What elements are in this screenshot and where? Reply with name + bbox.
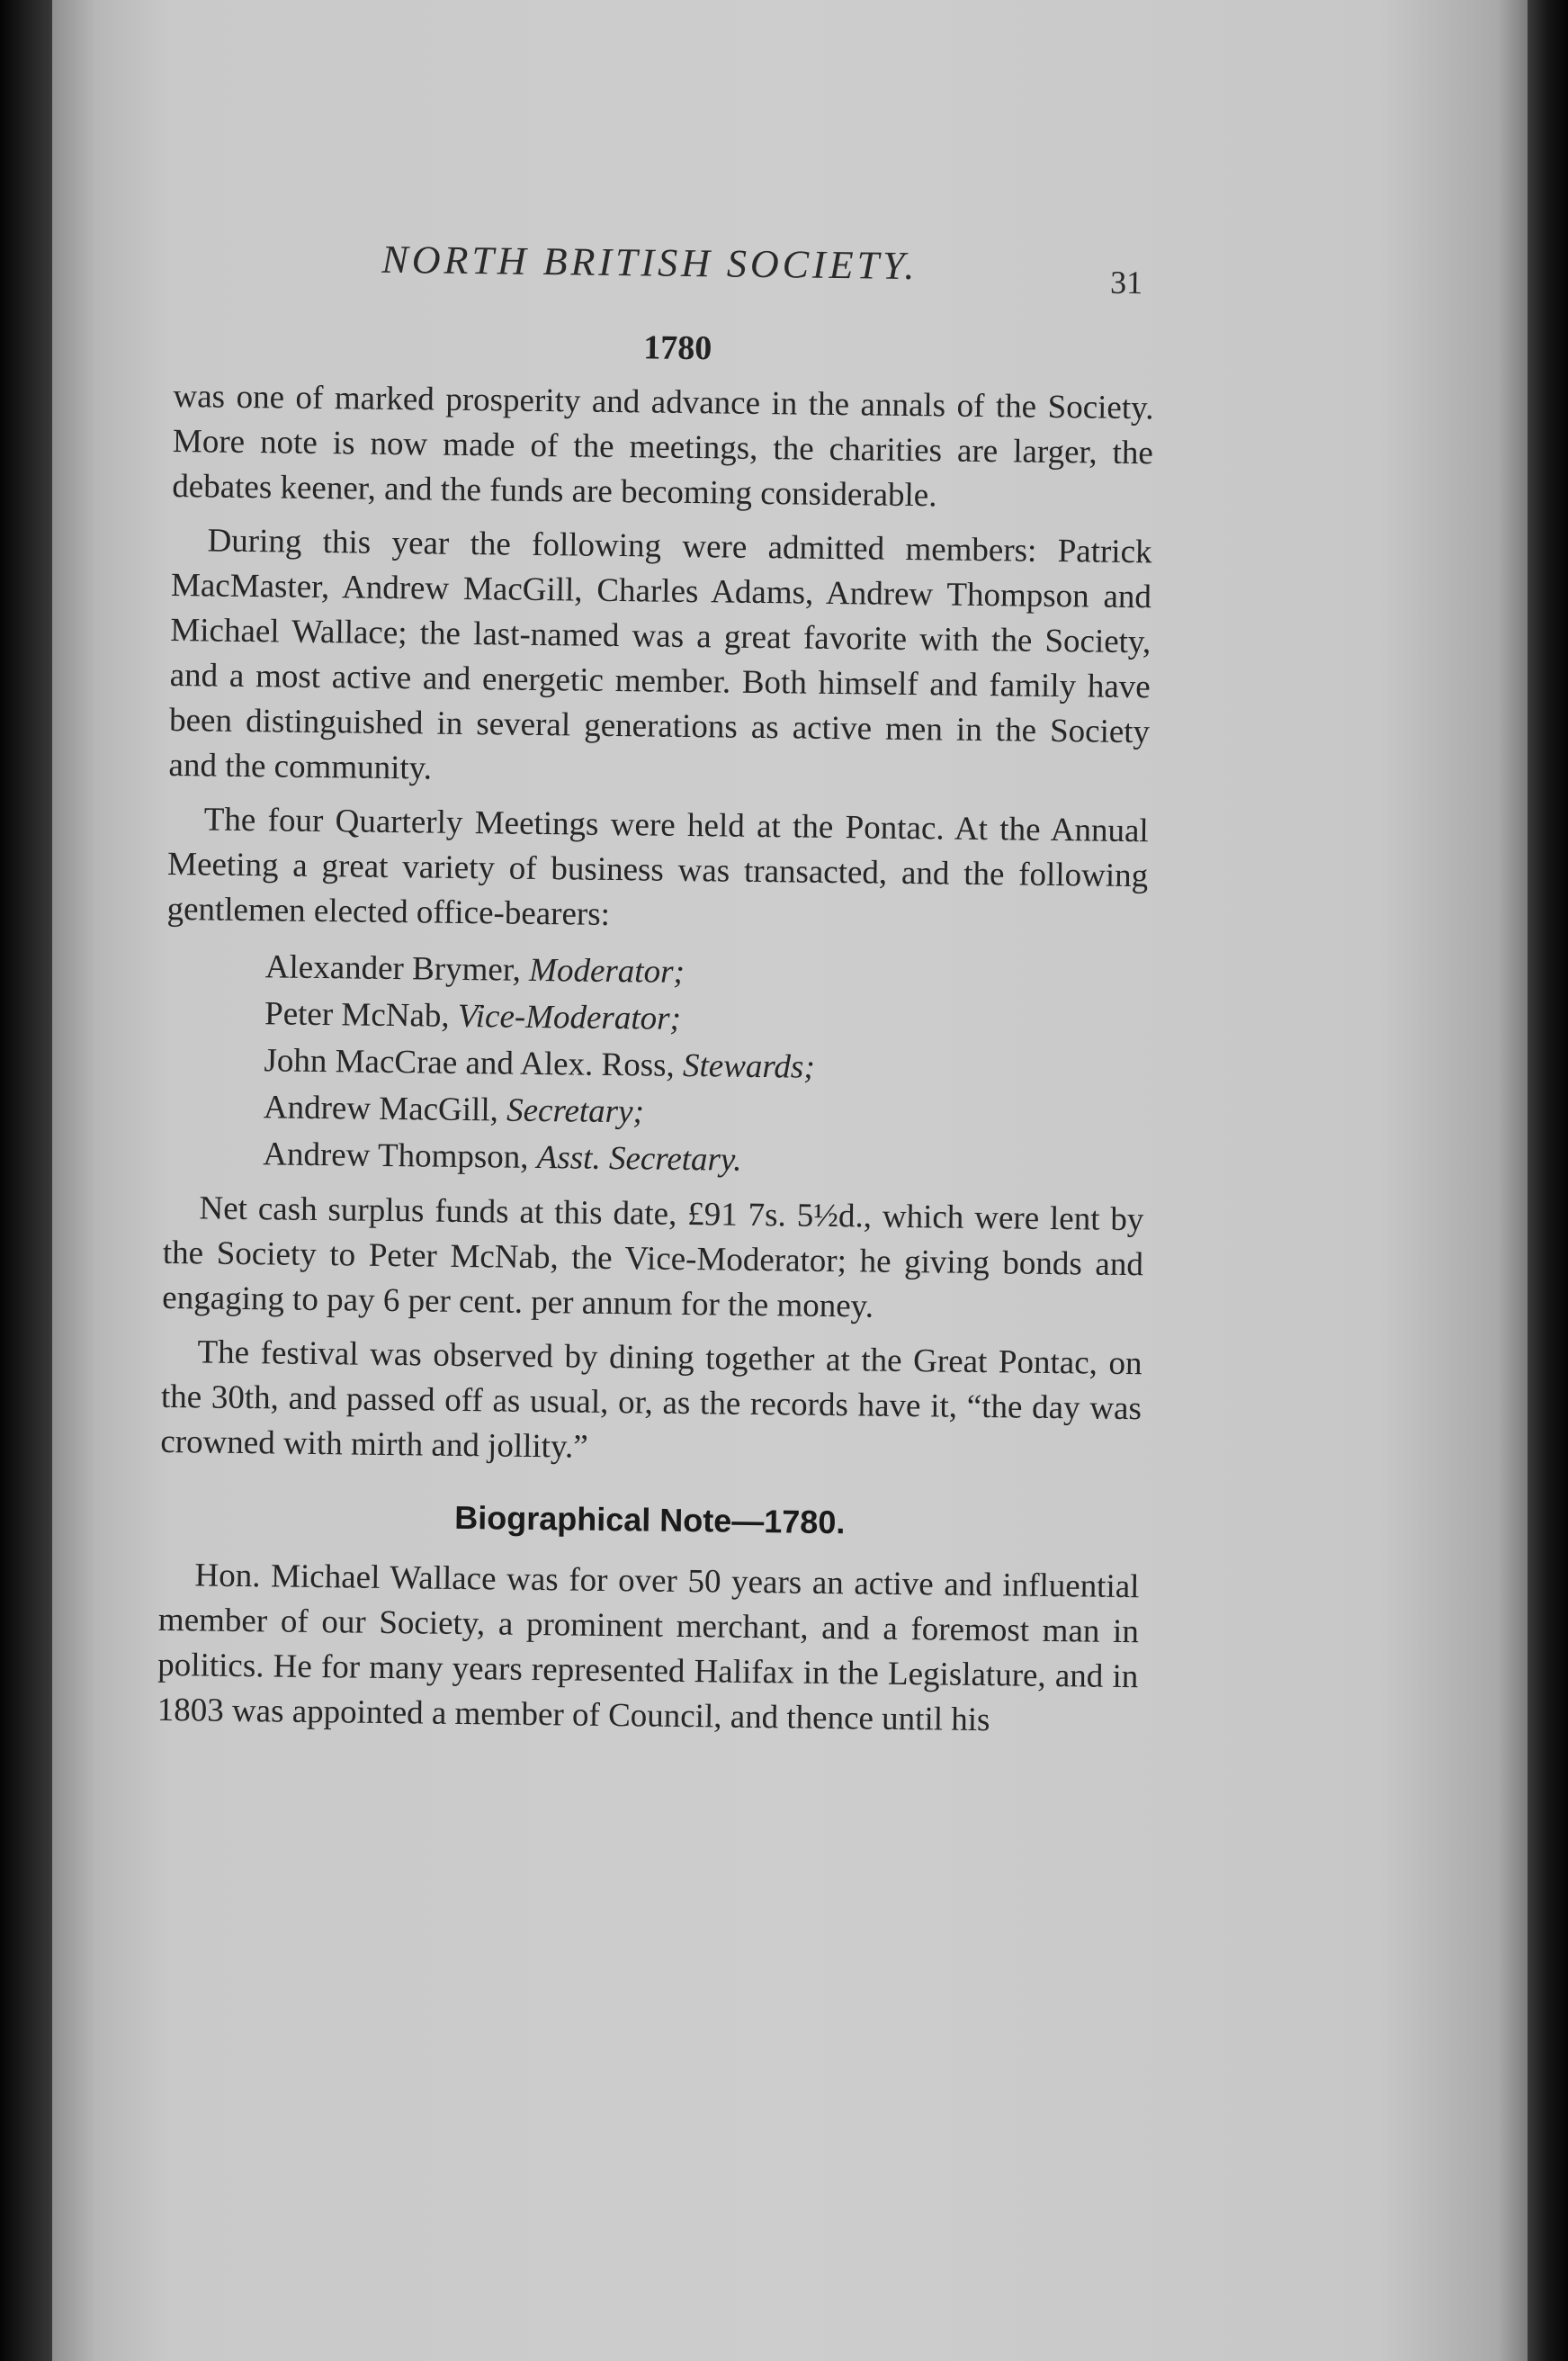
officer-row bbox=[263, 1131, 1145, 1189]
book-binding-left bbox=[0, 0, 54, 2361]
officer-office: Vice-Moderator; bbox=[457, 997, 682, 1037]
officer-name: Alexander Brymer, bbox=[264, 948, 530, 989]
officer-office: Moderator; bbox=[528, 951, 685, 991]
paragraph-biography: Hon. Michael Wallace was for over 50 years an active and influential member of our Society, a prominent merchant, and a foremost man in politics. He for many years represented Halifax in the Legislature, and in 1803 was appointed a member of Council, and thence until his bbox=[157, 1557, 1140, 1739]
officer-office: Secretary; bbox=[506, 1091, 645, 1131]
running-head bbox=[175, 216, 1156, 309]
paragraph-festival: The festival was observed by dining together at the Great Pontac, on the 30th, and passed off as usual, or, as the records have it, “the day was crowned with mirth and jollity.” bbox=[160, 1333, 1142, 1466]
officer-office: Stewards; bbox=[682, 1046, 815, 1086]
officer-name: Peter McNab, bbox=[264, 995, 459, 1035]
section-heading-biographical-note: Biographical Note—1780. bbox=[454, 1498, 846, 1541]
page-text-block bbox=[157, 216, 1156, 1754]
officer-name: John MacCrae and Alex. Ross, bbox=[264, 1042, 684, 1084]
officer-name: Andrew Thompson, bbox=[263, 1136, 538, 1176]
officer-name: Andrew MacGill, bbox=[263, 1089, 507, 1129]
paragraph-meetings: The four Quarterly Meetings were held at the Pontac. At the Annual Meeting a great variety of business was transacted, and the following gentlemen elected office-bearers: bbox=[166, 801, 1149, 933]
running-head-title: NORTH BRITISH SOCIETY. bbox=[381, 237, 918, 289]
officers-list bbox=[263, 944, 1147, 1189]
page-number: 31 bbox=[1109, 264, 1143, 301]
year-heading: 1780 bbox=[642, 328, 712, 368]
officer-office: Asst. Secretary. bbox=[536, 1138, 742, 1179]
paragraph-new-members: During this year the following were admitted members: Patrick MacMaster, Andrew MacGill, Charles Adams, Andrew Thompson and Michael Wallace; the last-named was a great favorite with the Society, and a most active and energetic member. Both himself and family have been distinguished in several generations as active men in the Society and the community. bbox=[168, 522, 1152, 787]
book-page-edge-right bbox=[1528, 0, 1568, 2361]
paragraph-surplus-funds: Net cash surplus funds at this date, £91 7s. 5½d., which were lent by the Society to Peter McNab, the Vice-Moderator; he giving bonds and engaging to pay 6 per cent. per annum for the money. bbox=[162, 1189, 1144, 1325]
paragraph-prosperity: was one of marked prosperity and advance in the annals of the Society. More note is now made of the meetings, the charities are larger, the debates keener, and the funds are becoming considerable. bbox=[172, 377, 1154, 515]
